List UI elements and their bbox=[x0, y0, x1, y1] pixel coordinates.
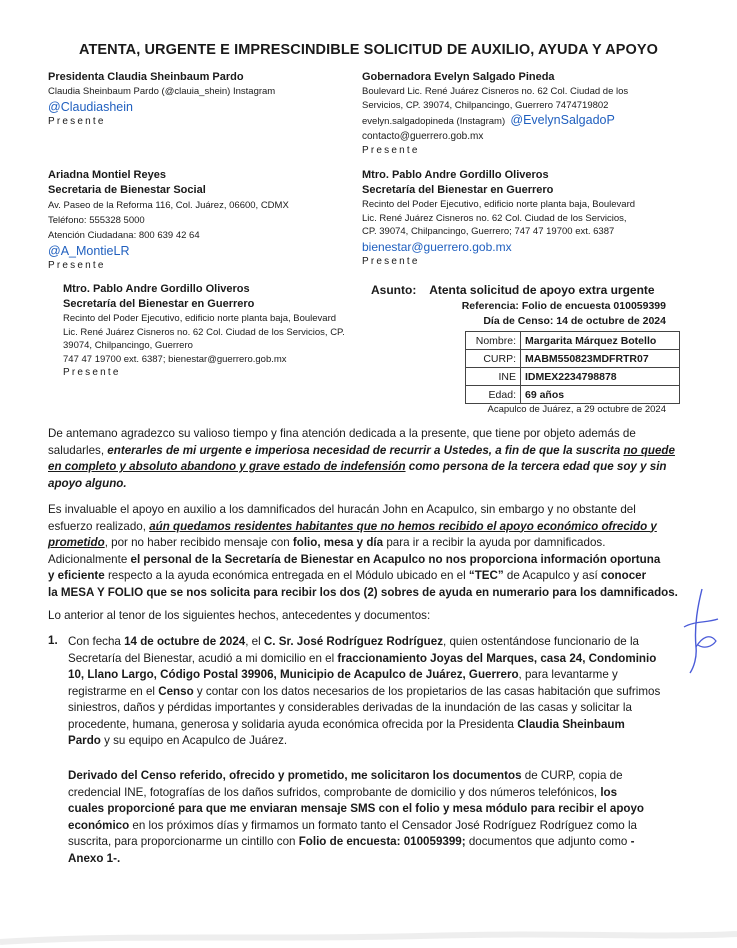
recipient-detail: CP. 39074, Chilpancingo, Guerrero; 747 47 19700 ext. 6387 bbox=[362, 226, 615, 237]
asunto-line bbox=[371, 283, 655, 297]
dia-censo: Día de Censo: 14 de octubre de 2024 bbox=[483, 315, 666, 327]
presente-label: Presente bbox=[63, 367, 121, 378]
text-run: y su equipo en Acapulco de Juárez. bbox=[100, 734, 288, 747]
text-run: de Acapulco y así bbox=[503, 569, 601, 582]
text-line bbox=[48, 535, 668, 552]
text-run: , para levantarme y bbox=[518, 668, 618, 681]
text-line bbox=[68, 634, 666, 651]
recipient-detail bbox=[362, 112, 628, 130]
text-run: C. Sr. José Rodríguez Rodríguez bbox=[263, 635, 444, 648]
text-line: cuales proporcioné para que me enviaran mensaje SMS con el folio y mesa módulo para recibir el apoyo bbox=[68, 802, 645, 815]
text-run: , por no haber recibido mensaje con bbox=[104, 536, 293, 549]
recipient-detail: Boulevard Lic. René Juárez Cisneros no. 62 Col. Ciudad de los bbox=[362, 86, 629, 97]
text-line: Anexo 1-. bbox=[68, 851, 121, 865]
recipient-handle: @EvelynSalgadoP bbox=[510, 113, 615, 127]
text-line: la MESA Y FOLIO que se nos solicita para recibir los dos (2) sobres de ayuda en numerario para los damnificados. bbox=[48, 585, 678, 599]
text-run: el personal de la Secretaría de Bienestar en Acapulco no nos proporciona información oportuna bbox=[130, 552, 661, 566]
asunto-text: Atenta solicitud de apoyo extra urgente bbox=[429, 283, 655, 297]
recipient-handle: @A_MontieLR bbox=[48, 244, 130, 258]
paragraph-intro bbox=[48, 426, 675, 492]
text-run: , el bbox=[245, 635, 264, 648]
handwritten-signature bbox=[676, 585, 724, 675]
text-run: fraccionamiento Joyas del Marques, casa 24, Condominio bbox=[337, 651, 657, 665]
recipient-name: Mtro. Pablo Andre Gordillo Oliveros bbox=[362, 169, 549, 181]
recipient-detail: 747 47 19700 ext. 6387; bienestar@guerrero.gob.mx bbox=[63, 353, 287, 365]
presente-label: Presente bbox=[48, 260, 106, 271]
text-run: de CURP, copia de bbox=[521, 769, 623, 782]
text-line bbox=[48, 552, 668, 569]
text-run: - bbox=[630, 835, 635, 848]
table-row bbox=[466, 386, 680, 404]
text-line bbox=[68, 667, 666, 684]
recipient-salgado bbox=[362, 70, 628, 158]
text-run: aún quedamos residentes habitantes que no hemos recibido el apoyo económico ofrecido y bbox=[149, 519, 657, 533]
instagram-text: evelyn.salgadopineda (Instagram) bbox=[362, 116, 506, 127]
text-line bbox=[68, 818, 666, 835]
table-row bbox=[466, 368, 680, 386]
text-run: respecto a la ayuda económica entregada en el Módulo ubicado en el bbox=[104, 569, 469, 582]
list-item-1-continuation bbox=[68, 768, 666, 867]
text-run: como persona de la tercera edad que soy y sin bbox=[405, 460, 667, 473]
text-run: folio, mesa y día bbox=[292, 536, 384, 549]
recipient-role: Secretaría del Bienestar en Guerrero bbox=[63, 298, 255, 310]
table-value: MABM550823MDFRTR07 bbox=[521, 350, 680, 368]
text-line bbox=[68, 684, 666, 701]
presente-label: Presente bbox=[48, 115, 106, 127]
paragraph-lead: Lo anterior al tenor de los siguientes hechos, antecedentes y documentos: bbox=[48, 609, 431, 622]
recipient-detail: Lic. René Juárez Cisneros no. 62 Col. Ciudad de los Servicios, bbox=[362, 212, 627, 224]
text-line bbox=[48, 568, 668, 585]
text-run: registrarme en el bbox=[68, 684, 159, 698]
recipient-handle: @Claudiashein bbox=[48, 99, 133, 114]
table-value: Margarita Márquez Botello bbox=[521, 332, 680, 350]
text-line bbox=[48, 443, 675, 460]
text-run: en completo y absoluto abandono y grave estado de indefensión bbox=[48, 460, 406, 473]
text-run: Secretaría del Bienestar, acudió a mi domicilio en el bbox=[68, 651, 338, 665]
text-run: Derivado del Censo referido, ofrecido y prometido, me solicitaron los documentos bbox=[68, 769, 522, 782]
presente-label: Presente bbox=[362, 144, 420, 156]
table-row bbox=[466, 350, 680, 368]
table-key: CURP: bbox=[466, 350, 521, 368]
text-run: los bbox=[600, 785, 618, 799]
text-run: procedente, humana, generosa y solidaria ayuda económica ofrecida por la Presidenta bbox=[68, 717, 518, 731]
text-run: 14 de octubre de 2024 bbox=[124, 635, 246, 648]
recipient-email: bienestar@guerrero.gob.mx bbox=[362, 239, 512, 254]
recipient-name: Gobernadora Evelyn Salgado Pineda bbox=[362, 71, 555, 83]
recipient-montiel bbox=[48, 168, 289, 273]
table-key: Nombre: bbox=[466, 332, 521, 350]
recipient-detail: Av. Paseo de la Reforma 116, Col. Juárez, 06600, CDMX bbox=[48, 200, 289, 211]
recipient-detail: Recinto del Poder Ejecutivo, edificio norte planta baja, Boulevard bbox=[362, 199, 636, 210]
table-key: INE bbox=[466, 368, 521, 386]
census-table bbox=[465, 331, 680, 404]
text-run: suscrita, para proporcionarme un cintillo con bbox=[68, 835, 299, 848]
document-date: Acapulco de Juárez, a 29 octubre de 2024 bbox=[487, 404, 666, 415]
text-run: no quede bbox=[623, 443, 675, 457]
list-number: 1. bbox=[48, 634, 58, 647]
presente-label: Presente bbox=[362, 255, 420, 267]
recipient-detail: Teléfono: 555328 5000 bbox=[48, 215, 145, 226]
recipient-detail: 39074, Chilpancingo, Guerrero bbox=[63, 340, 193, 351]
recipient-detail: Lic. René Juárez Cisneros no. 62 Col. Ciudad de los Servicios, CP. bbox=[63, 326, 345, 338]
text-run: conocer bbox=[601, 569, 647, 582]
text-line bbox=[68, 717, 666, 734]
text-run: “TEC” bbox=[468, 569, 504, 582]
recipient-detail: Recinto del Poder Ejecutivo, edificio norte planta baja, Boulevard bbox=[63, 313, 337, 324]
text-run: credencial INE, fotografías de los daños sufridos, comprobante de domicilio y dos números telefónicos, bbox=[68, 785, 601, 799]
recipient-name: Mtro. Pablo Andre Gordillo Oliveros bbox=[63, 283, 250, 295]
text-run: en los próximos días y firmamos un formato tanto el Censador José Rodríguez Rodríguez como la bbox=[129, 818, 637, 832]
table-value: IDMEX2234798878 bbox=[521, 368, 680, 386]
text-run: documentos que adjunto como bbox=[465, 835, 631, 848]
text-run: Claudia Sheinbaum bbox=[517, 717, 625, 731]
recipient-sheinbaum bbox=[48, 70, 275, 129]
text-run: y eficiente bbox=[48, 569, 105, 582]
text-run: 10, Llano Largo, Código Postal 39906, Municipio de Acapulco de Juárez, Guerrero bbox=[68, 668, 519, 681]
text-line bbox=[68, 651, 666, 668]
recipient-name: Presidenta Claudia Sheinbaum Pardo bbox=[48, 71, 244, 83]
table-key: Edad: bbox=[466, 386, 521, 404]
text-line bbox=[68, 768, 666, 785]
list-item-1 bbox=[68, 634, 666, 750]
recipient-gordillo-left bbox=[63, 282, 345, 380]
text-line: apoyo alguno. bbox=[48, 476, 127, 490]
paragraph-situation bbox=[48, 502, 678, 601]
referencia: Referencia: Folio de encuesta 010059399 bbox=[461, 300, 666, 312]
text-line bbox=[48, 519, 668, 536]
recipient-gordillo-right bbox=[362, 168, 635, 269]
text-run: Con fecha bbox=[68, 635, 125, 648]
document-title: ATENTA, URGENTE E IMPRESCINDIBLE SOLICITUD DE AUXILIO, AYUDA Y APOYO bbox=[78, 42, 659, 58]
recipient-email: contacto@guerrero.gob.mx bbox=[362, 131, 484, 142]
text-run: Pardo bbox=[68, 734, 101, 747]
recipient-detail: Atención Ciudadana: 800 639 42 64 bbox=[48, 230, 200, 241]
text-run: esfuerzo realizado, bbox=[48, 519, 150, 533]
text-run: , quien ostentándose funcionario de la bbox=[443, 635, 639, 648]
recipient-role: Secretaria de Bienestar Social bbox=[48, 184, 206, 196]
recipient-detail: Claudia Sheinbaum Pardo (@clauia_shein) Instagram bbox=[48, 86, 276, 97]
text-run: Censo bbox=[158, 684, 194, 698]
recipient-role: Secretaría del Bienestar en Guerrero bbox=[362, 184, 554, 196]
text-line bbox=[48, 459, 668, 476]
recipient-detail: Servicios, CP. 39074, Chilpancingo, Guerrero 7474719802 bbox=[362, 99, 609, 111]
text-run: prometido bbox=[48, 536, 105, 549]
text-line bbox=[68, 834, 666, 851]
table-value: 69 años bbox=[521, 386, 680, 404]
text-run: para ir a recibir la ayuda por damnificados. bbox=[383, 536, 606, 549]
table-row bbox=[466, 332, 680, 350]
text-run: económico bbox=[68, 818, 130, 832]
text-line: De antemano agradezco su valioso tiempo y fina atención dedicada a la presente, que tiene por objeto además de bbox=[48, 427, 636, 440]
recipient-name: Ariadna Montiel Reyes bbox=[48, 169, 166, 181]
text-run: Folio de encuesta: 010059399; bbox=[298, 835, 466, 848]
text-run: saludarles, bbox=[48, 443, 108, 457]
text-run: enterarles de mi urgente e imperiosa necesidad de recurrir a Ustedes, a fin de que la suscrita bbox=[107, 443, 624, 457]
text-line bbox=[68, 733, 666, 750]
scan-artifact bbox=[0, 920, 737, 948]
text-run: y contar con los datos necesarios de los propietarios de las casas habitación que sufrimos bbox=[193, 684, 661, 698]
text-line: siniestros, daños y pérdidas importantes y considerables derivadas de la inundación de las casas y solicitar la bbox=[68, 701, 632, 714]
text-line bbox=[68, 785, 666, 802]
asunto-label: Asunto: bbox=[371, 283, 417, 297]
text-run: Adicionalmente bbox=[48, 552, 131, 566]
text-line: Es invaluable el apoyo en auxilio a los damnificados del huracán John en Acapulco, sin embargo y no obstante del bbox=[48, 503, 636, 516]
